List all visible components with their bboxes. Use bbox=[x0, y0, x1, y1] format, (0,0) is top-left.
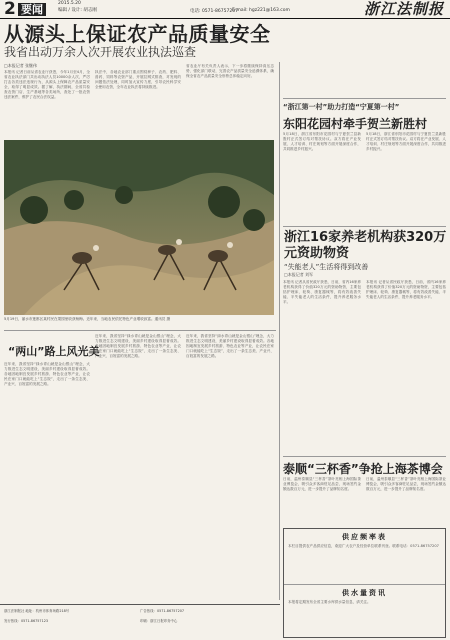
main-text-col3: 省农业厅有关负责人表示，下一步将继续保持高压态势，强化部门联动，完善农产品质量安全追溯体系，确保全省农产品质量安全形势总体稳定向好。 bbox=[186, 64, 274, 78]
right2-byline: □本报记者 刘军 bbox=[284, 272, 314, 277]
right2-text-col1: 本报讯 记者从省民政厅获悉，日前，省内16家养老机构获得了价值320万元的资助物资，主要包括护理床、轮椅、康复器械等，将有效改善失能、半失能老人的生活条件，提升养老服务水平。 bbox=[283, 280, 361, 304]
footer-distribution: 发行热线：0571-86757123 bbox=[4, 619, 49, 623]
email-line: E-mail: hgz221@163.com bbox=[232, 8, 290, 13]
box1-title: 供应频率表 bbox=[342, 533, 387, 541]
right3-text-col1: 日前，温州泰顺县“三杯香”茶叶亮相上海国际茶业博览会，吸引众多客商驻足品尝，现场签约金额达数百万元，进一步提升了品牌知名度。 bbox=[283, 477, 361, 491]
section-label: 要闻 bbox=[18, 3, 46, 16]
box2-text: 本报将定期发布全省主要水库供水量信息，请关注。 bbox=[288, 599, 371, 604]
editor-line: 编辑 / 设计: 胡志刚 bbox=[58, 8, 97, 13]
box2-title: 供水量资讯 bbox=[342, 588, 387, 597]
issue-date: 2015.5.20 bbox=[58, 1, 81, 6]
page-footer bbox=[0, 604, 280, 640]
phone-line: 电话: 0571-86757207 bbox=[190, 9, 238, 14]
info-box bbox=[283, 528, 446, 638]
article2-text-col2: 近年来，我省坚持“绿水青山就是金山银山”理念，大力推进生态文明建设，美丽乡村建设取得显著成效。各地因地制宜发展乡村旅游、特色农业等产业，让农民在家门口就能吃上“生态饭”，走出了一条生态美、产业兴、百姓富的发展之路。 bbox=[95, 334, 181, 358]
right1-text-col1: 5月18日，浙江省东阳市花园村与宁夏贺兰县新胜村正式签订结对帮扶协议。双方将在产业发展、人才培训、村庄规划等方面开展深度合作，共同推进乡村振兴。 bbox=[283, 132, 361, 151]
photo-caption: 5月19日，丽水市莲都区某村民在果园里收获杨梅。近年来，当地农民依托特色产业增收致富。通讯员 摄 bbox=[4, 317, 171, 321]
main-text-col2: 执法中，各地农业部门重点围绕种子、农药、肥料、兽药、饲料等农资产品，开展拉网式排查，对发现的问题依法处理，同时加大宣传力度，引导农民科学安全使用农资，全年农业执法将持续推进。 bbox=[95, 70, 181, 89]
main-byline: □本报记者 张继伟 bbox=[4, 63, 38, 68]
right1-kicker: “浙江第一村”助力打造“宁夏第一村” bbox=[283, 103, 400, 111]
page-number: 2 bbox=[4, 0, 16, 19]
right3-text-col2: 日前，温州泰顺县“三杯香”茶叶亮相上海国际茶业博览会，吸引众多客商驻足品尝，现场签约金额达数百万元，进一步提升了品牌知名度。 bbox=[366, 477, 446, 491]
right2-subhead: “失能老人”生活将得到改善 bbox=[284, 263, 369, 271]
news-photo bbox=[4, 140, 274, 315]
masthead: 浙江法制报 bbox=[363, 0, 444, 18]
right-divider-mid bbox=[283, 226, 446, 227]
article2-headline: “两山”路上风光美 bbox=[8, 345, 100, 358]
main-headline: 从源头上保证农产品质量安全 bbox=[4, 22, 271, 46]
right-divider-top bbox=[283, 98, 446, 99]
box1-text: 本栏目提供农产品供应信息，欢迎广大农户及经营单位联系刊登。联系电话：0571-86757207 bbox=[288, 544, 439, 548]
article2-text-col3: 近年来，我省坚持“绿水青山就是金山银山”理念，大力推进生态文明建设，美丽乡村建设取得显著成效。各地因地制宜发展乡村旅游、特色农业等产业，让农民在家门口就能吃上“生态饭”，走出了一条生态美、产业兴、百姓富的发展之路。 bbox=[186, 334, 274, 358]
main-subheadline: 我省出动万余人次开展农业执法巡查 bbox=[4, 45, 197, 59]
right1-text-col2: 5月18日，浙江省东阳市花园村与宁夏贺兰县新胜村正式签订结对帮扶协议。双方将在产业发展、人才培训、村庄规划等方面开展深度合作，共同推进乡村振兴。 bbox=[366, 132, 446, 151]
footer-ad-phone: 广告热线：0571-86757207 bbox=[140, 609, 185, 613]
right-divider-low bbox=[283, 456, 446, 457]
right1-headline: 东阳花园村牵手贺兰新胜村 bbox=[283, 117, 428, 131]
footer-address: 浙江法制报社 地址：杭州市体育场路218号 bbox=[4, 609, 70, 613]
footer-printer: 印刷：浙江日报印务中心 bbox=[140, 619, 178, 623]
section-divider bbox=[4, 330, 276, 331]
article2-text-col1: 近年来，我省坚持“绿水青山就是金山银山”理念，大力推进生态文明建设，美丽乡村建设取得显著成效。各地因地制宜发展乡村旅游、特色农业等产业，让农民在家门口就能吃上“生态饭”，走出了一条生态美、产业兴、百姓富的发展之路。 bbox=[4, 362, 90, 386]
right2-text-col2: 本报讯 记者从省民政厅获悉，日前，省内16家养老机构获得了价值320万元的资助物资，主要包括护理床、轮椅、康复器械等，将有效改善失能、半失能老人的生活条件，提升养老服务水平。 bbox=[366, 280, 446, 299]
right3-headline: 泰顺“三杯香”争抢上海茶博会 bbox=[283, 462, 443, 476]
right2-headline: 浙江16家养老机构获320万元资助物资 bbox=[284, 230, 447, 261]
main-text-col1: 本报讯 记者日前从省农业厅获悉，今年1月至4月，全省农业执法部门共出动执法人员10000余人次，严厉打击各类违法违规行为，从源头上保障农产品质量安全，取得了明显成效。据了解，执法期间，全省共检查农资门店、生产基地等各类场所，查处了一批农资违法案件，维护了农民合法权益。 bbox=[4, 70, 90, 99]
column-divider bbox=[279, 62, 280, 600]
